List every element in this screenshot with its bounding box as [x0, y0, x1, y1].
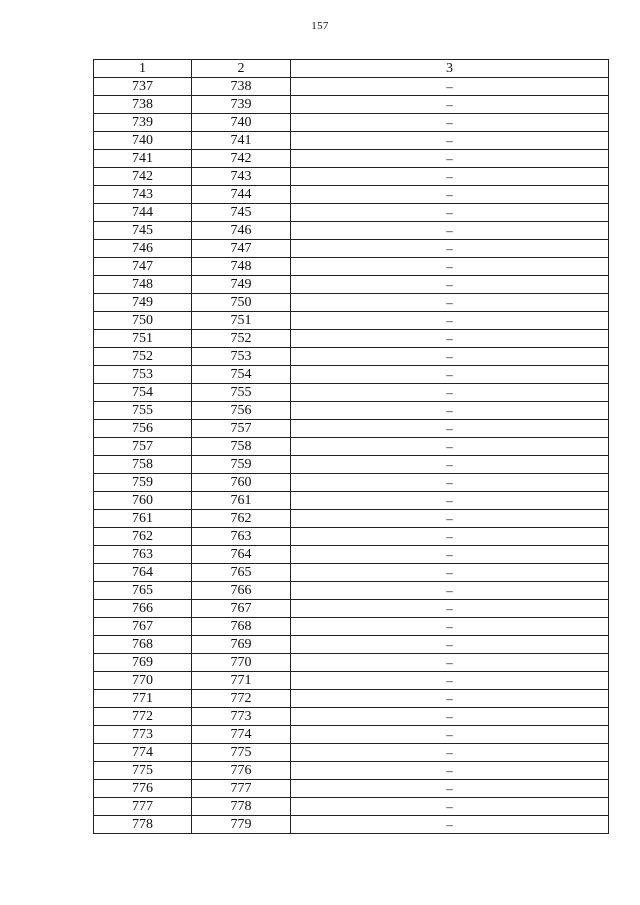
table-cell-1: 750 [94, 312, 192, 330]
table-cell-2: 740 [192, 114, 291, 132]
table-cell-dash: – [291, 672, 609, 690]
table-cell-2: 778 [192, 798, 291, 816]
table-cell-2: 772 [192, 690, 291, 708]
table-cell-dash: – [291, 132, 609, 150]
table-cell-2: 763 [192, 528, 291, 546]
table-cell-2: 744 [192, 186, 291, 204]
table-row [94, 726, 609, 744]
table-cell-dash: – [291, 330, 609, 348]
table-cell-2: 773 [192, 708, 291, 726]
table-row [94, 744, 609, 762]
table-cell-2: 751 [192, 312, 291, 330]
table-row [94, 222, 609, 240]
table-cell-2: 745 [192, 204, 291, 222]
table-cell-2: 753 [192, 348, 291, 366]
table-row [94, 582, 609, 600]
table-cell-2: 749 [192, 276, 291, 294]
table-cell-2: 776 [192, 762, 291, 780]
table-cell-dash: – [291, 276, 609, 294]
table-row [94, 600, 609, 618]
table-cell-2: 771 [192, 672, 291, 690]
table-cell-1: 758 [94, 456, 192, 474]
table-row [94, 636, 609, 654]
table-row [94, 780, 609, 798]
table-cell-2: 752 [192, 330, 291, 348]
table-cell-2: 750 [192, 294, 291, 312]
table-cell-1: 738 [94, 96, 192, 114]
table-row [94, 528, 609, 546]
table-cell-1: 775 [94, 762, 192, 780]
table-cell-1: 752 [94, 348, 192, 366]
table-cell-1: 756 [94, 420, 192, 438]
table-cell-1: 761 [94, 510, 192, 528]
table-cell-1: 754 [94, 384, 192, 402]
table-cell-dash: – [291, 114, 609, 132]
table-cell-2: 761 [192, 492, 291, 510]
table-cell-dash: – [291, 726, 609, 744]
table-cell-dash: – [291, 474, 609, 492]
table-cell-dash: – [291, 798, 609, 816]
table-row [94, 420, 609, 438]
table-cell-dash: – [291, 204, 609, 222]
table-cell-dash: – [291, 78, 609, 96]
table-cell-dash: – [291, 294, 609, 312]
table-row [94, 96, 609, 114]
table-cell-dash: – [291, 240, 609, 258]
table-cell-2: 775 [192, 744, 291, 762]
table-cell-1: 741 [94, 150, 192, 168]
table-cell-1: 766 [94, 600, 192, 618]
table-row [94, 474, 609, 492]
table-cell-dash: – [291, 366, 609, 384]
table-cell-2: 742 [192, 150, 291, 168]
table-row [94, 168, 609, 186]
table-row [94, 690, 609, 708]
table-cell-1: 744 [94, 204, 192, 222]
table-cell-dash: – [291, 222, 609, 240]
table-cell-1: 739 [94, 114, 192, 132]
table-cell-2: 757 [192, 420, 291, 438]
table-row [94, 654, 609, 672]
table-row [94, 204, 609, 222]
table-cell-dash: – [291, 438, 609, 456]
table-row [94, 510, 609, 528]
table-cell-1: 777 [94, 798, 192, 816]
table-cell-dash: – [291, 420, 609, 438]
table-cell-1: 748 [94, 276, 192, 294]
table-cell-dash: – [291, 186, 609, 204]
table-row [94, 708, 609, 726]
table-cell-2: 754 [192, 366, 291, 384]
table-row [94, 618, 609, 636]
table-cell-2: 767 [192, 600, 291, 618]
table-row [94, 798, 609, 816]
table-row [94, 312, 609, 330]
table-cell-1: 753 [94, 366, 192, 384]
table-cell-dash: – [291, 348, 609, 366]
table-cell-1: 749 [94, 294, 192, 312]
column-header-3: 3 [291, 60, 609, 78]
table-row [94, 438, 609, 456]
table-row [94, 348, 609, 366]
table-cell-2: 756 [192, 402, 291, 420]
table-cell-1: 767 [94, 618, 192, 636]
table-cell-2: 755 [192, 384, 291, 402]
table-row [94, 366, 609, 384]
table-cell-dash: – [291, 762, 609, 780]
table-cell-dash: – [291, 600, 609, 618]
table-cell-1: 755 [94, 402, 192, 420]
table-row [94, 672, 609, 690]
table-cell-dash: – [291, 402, 609, 420]
table-cell-2: 758 [192, 438, 291, 456]
table-cell-2: 764 [192, 546, 291, 564]
table-cell-1: 746 [94, 240, 192, 258]
table-row [94, 402, 609, 420]
table-row [94, 186, 609, 204]
table-cell-1: 773 [94, 726, 192, 744]
table-cell-1: 771 [94, 690, 192, 708]
table-cell-dash: – [291, 528, 609, 546]
table-cell-dash: – [291, 510, 609, 528]
table-cell-1: 762 [94, 528, 192, 546]
table-cell-1: 765 [94, 582, 192, 600]
table-cell-dash: – [291, 744, 609, 762]
table-row [94, 564, 609, 582]
column-header-2: 2 [192, 60, 291, 78]
table-cell-1: 768 [94, 636, 192, 654]
table-row [94, 294, 609, 312]
table-cell-1: 769 [94, 654, 192, 672]
table-row [94, 330, 609, 348]
table-row [94, 240, 609, 258]
table-cell-dash: – [291, 780, 609, 798]
table-cell-dash: – [291, 168, 609, 186]
table-body [94, 78, 609, 834]
table-cell-1: 778 [94, 816, 192, 834]
column-header-1: 1 [94, 60, 192, 78]
table-row [94, 456, 609, 474]
table-cell-2: 765 [192, 564, 291, 582]
table-row [94, 546, 609, 564]
table-cell-2: 759 [192, 456, 291, 474]
data-table [93, 59, 609, 834]
table-cell-dash: – [291, 816, 609, 834]
table-cell-2: 760 [192, 474, 291, 492]
table-cell-dash: – [291, 708, 609, 726]
table-cell-2: 748 [192, 258, 291, 276]
table-row [94, 132, 609, 150]
table-cell-1: 757 [94, 438, 192, 456]
table-cell-2: 777 [192, 780, 291, 798]
table-cell-dash: – [291, 492, 609, 510]
table-row [94, 258, 609, 276]
table-cell-1: 763 [94, 546, 192, 564]
table-cell-2: 774 [192, 726, 291, 744]
table-cell-1: 743 [94, 186, 192, 204]
table-row [94, 384, 609, 402]
table-cell-dash: – [291, 564, 609, 582]
table-cell-dash: – [291, 546, 609, 564]
table-cell-1: 772 [94, 708, 192, 726]
table-cell-dash: – [291, 258, 609, 276]
table-row [94, 114, 609, 132]
table-cell-1: 745 [94, 222, 192, 240]
table-row [94, 150, 609, 168]
table-cell-1: 774 [94, 744, 192, 762]
table-row [94, 492, 609, 510]
table-row [94, 816, 609, 834]
table-cell-dash: – [291, 654, 609, 672]
table-cell-dash: – [291, 690, 609, 708]
table-cell-dash: – [291, 150, 609, 168]
table-cell-1: 759 [94, 474, 192, 492]
table-cell-dash: – [291, 582, 609, 600]
table-row [94, 78, 609, 96]
table-cell-2: 739 [192, 96, 291, 114]
table-cell-1: 751 [94, 330, 192, 348]
table-cell-dash: – [291, 312, 609, 330]
table-cell-2: 768 [192, 618, 291, 636]
table-cell-1: 747 [94, 258, 192, 276]
table-cell-1: 770 [94, 672, 192, 690]
table-row [94, 762, 609, 780]
table-header-row [94, 60, 609, 78]
table-cell-2: 769 [192, 636, 291, 654]
table-cell-2: 746 [192, 222, 291, 240]
table-cell-dash: – [291, 384, 609, 402]
table-cell-2: 766 [192, 582, 291, 600]
page-number: 157 [311, 20, 329, 32]
table-cell-dash: – [291, 636, 609, 654]
table-cell-1: 737 [94, 78, 192, 96]
table-cell-1: 742 [94, 168, 192, 186]
table-cell-dash: – [291, 96, 609, 114]
table-cell-2: 779 [192, 816, 291, 834]
table-cell-2: 747 [192, 240, 291, 258]
table-cell-1: 740 [94, 132, 192, 150]
table-cell-2: 762 [192, 510, 291, 528]
table-cell-1: 764 [94, 564, 192, 582]
table-cell-2: 738 [192, 78, 291, 96]
table-cell-2: 743 [192, 168, 291, 186]
table-cell-dash: – [291, 456, 609, 474]
table-cell-1: 776 [94, 780, 192, 798]
table-cell-2: 741 [192, 132, 291, 150]
table-cell-1: 760 [94, 492, 192, 510]
table-cell-dash: – [291, 618, 609, 636]
table-row [94, 276, 609, 294]
table-cell-2: 770 [192, 654, 291, 672]
